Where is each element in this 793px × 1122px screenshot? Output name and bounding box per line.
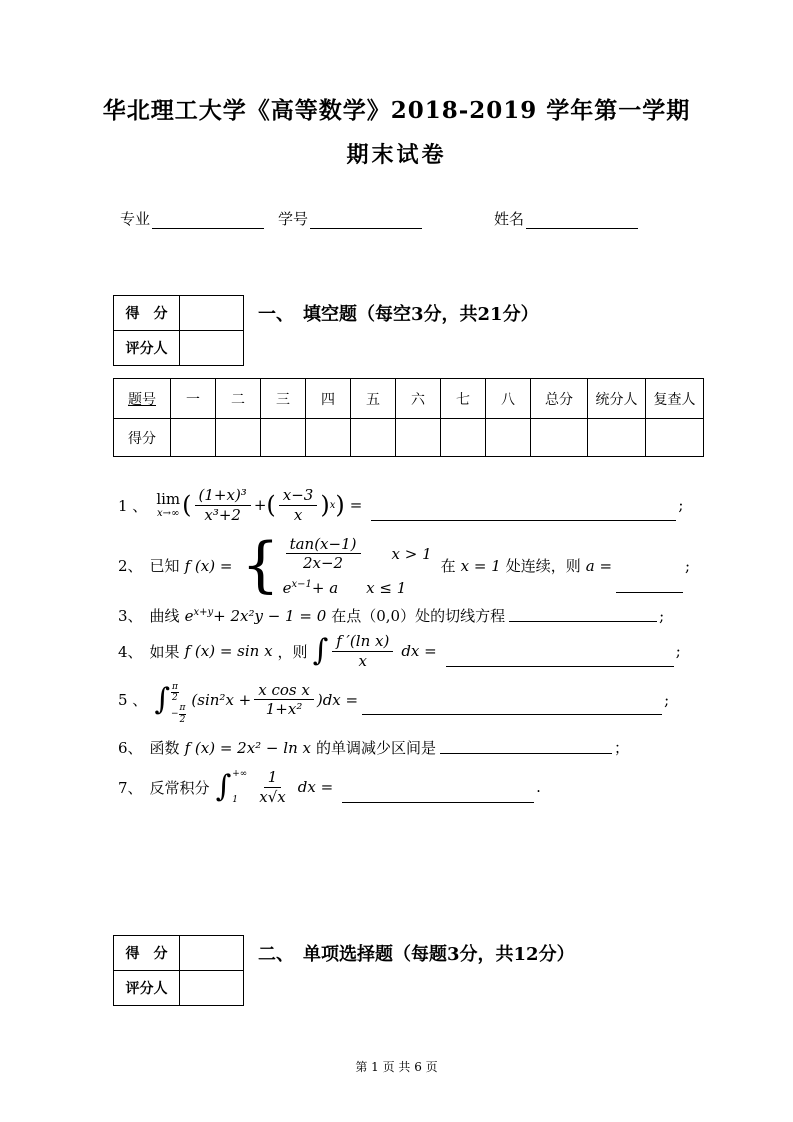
score-empty-cell: [261, 419, 306, 457]
denominator: 2x−2: [302, 554, 344, 573]
table-header-cell: 总分: [531, 379, 588, 419]
score-label: 得 分: [114, 936, 180, 971]
table-score-row: [114, 419, 704, 457]
page-footer: 第 1 页 共 6 页: [355, 1060, 438, 1074]
lower-limit: [171, 703, 186, 725]
table-header-cell: 三: [261, 379, 306, 419]
table-header-cell: 复查人: [646, 379, 704, 419]
piecewise-rows: [283, 535, 432, 598]
name-blank: [526, 213, 638, 229]
equals-sign: =: [349, 496, 363, 515]
math-text: a =: [585, 556, 613, 575]
math-text: dx =: [401, 642, 437, 661]
answer-blank: [446, 651, 674, 667]
minus-sign: −: [170, 709, 179, 720]
score-box-section1: [113, 295, 244, 366]
end-punct: ;: [684, 556, 690, 575]
problem-text: 处连续，则: [505, 557, 581, 576]
numerator: f ′(ln x): [332, 632, 393, 652]
problem-number: 3、: [118, 607, 143, 625]
problem-number: 6、: [118, 739, 143, 757]
problem-number: 7、: [118, 778, 143, 797]
math-text: (sin²x +: [191, 690, 252, 709]
problem-text: 反常积分: [149, 778, 210, 797]
denominator: x√x: [259, 787, 286, 806]
piecewise-function: [241, 530, 432, 601]
open-paren: (: [182, 491, 192, 520]
score-summary-table: [113, 378, 704, 457]
problem-2: [118, 530, 690, 601]
problem-text: 的单调减少区间是: [315, 739, 436, 757]
fraction: [255, 768, 289, 807]
expression-tail: + 2x²y − 1 = 0: [213, 606, 327, 625]
score-empty-cell: [588, 419, 646, 457]
denominator: x: [358, 651, 367, 670]
table-header-cell: 七: [441, 379, 486, 419]
table-header-row: [114, 379, 704, 419]
answer-blank: [342, 787, 534, 803]
grader-value-cell: [180, 331, 244, 366]
integral-sign: ∫: [154, 681, 170, 717]
problem-text: 如果: [149, 642, 180, 661]
student-info-row: [120, 208, 680, 229]
score-empty-cell: [396, 419, 441, 457]
close-paren: ): [320, 491, 330, 520]
score-value-cell: [180, 296, 244, 331]
problem-7: [118, 768, 690, 807]
answer-blank: [616, 577, 683, 593]
score-empty-cell: [441, 419, 486, 457]
score-empty-cell: [216, 419, 261, 457]
major-blank: [152, 213, 264, 229]
denominator: x³+2: [204, 505, 241, 524]
student-id-blank: [310, 213, 422, 229]
problem-3: [118, 605, 690, 626]
upper-limit: +∞: [232, 769, 248, 780]
problem-text: 函数: [149, 739, 180, 757]
fraction: [279, 486, 318, 525]
math-text: f (x) = 2x² − ln x: [184, 738, 311, 757]
table-header-cell: 统分人: [588, 379, 646, 419]
problem-5: [118, 680, 690, 725]
lim-word: lim: [156, 489, 181, 508]
fill-in-blank-problems: [118, 486, 690, 817]
exam-title-line2: 期末试卷: [346, 142, 447, 168]
math-expression: [185, 607, 327, 625]
tiny-fraction: [179, 703, 187, 725]
upper-limit: [171, 682, 186, 704]
table-header-cell: 一: [171, 379, 216, 419]
expression-tail: + a: [311, 579, 339, 597]
end-punct: ;: [675, 642, 681, 661]
limit-operator: [156, 489, 181, 519]
numerator: 1: [264, 768, 282, 788]
score-empty-cell: [486, 419, 531, 457]
problem-6: [118, 737, 690, 758]
score-label: 得 分: [114, 296, 180, 331]
problem-1: [118, 486, 690, 525]
fraction: [195, 486, 251, 525]
denominator: 2: [179, 714, 186, 725]
case-condition: x > 1: [391, 544, 432, 563]
math-text: dx =: [297, 778, 334, 797]
score-value-cell: [180, 936, 244, 971]
tiny-fraction: [171, 682, 179, 704]
lower-limit: 1: [232, 795, 238, 806]
numerator: π: [179, 703, 186, 714]
numerator: tan(x−1): [286, 535, 361, 555]
fraction: [332, 632, 393, 671]
problem-text: ，则: [277, 642, 308, 661]
table-header-cell: [114, 379, 171, 419]
end-punct: ;: [664, 690, 670, 709]
math-text: )dx =: [316, 690, 359, 709]
fraction: [286, 535, 361, 574]
exponent: x: [329, 499, 336, 511]
denominator: 2: [172, 693, 178, 704]
grader-value-cell: [180, 971, 244, 1006]
grader-label: 评分人: [114, 971, 180, 1006]
score-empty-cell: [646, 419, 704, 457]
end-punct: .: [536, 778, 541, 797]
table-header-cell: 六: [396, 379, 441, 419]
integral-limits: [232, 769, 247, 805]
grader-label: 评分人: [114, 331, 180, 366]
problem-number: 1 、: [118, 496, 148, 515]
answer-blank: [509, 606, 657, 622]
table-header-cell: 二: [216, 379, 261, 419]
end-punct: ；: [613, 739, 629, 757]
table-header-cell: 五: [351, 379, 396, 419]
numerator: x−3: [279, 486, 318, 506]
case-condition: x ≤ 1: [366, 579, 407, 597]
table-header-cell: 八: [486, 379, 531, 419]
close-paren: ): [335, 491, 345, 520]
problem-number: 4、: [118, 642, 143, 661]
name-label: 姓名: [494, 210, 525, 228]
answer-blank: [362, 699, 662, 715]
exam-title-line1: 华北理工大学《高等数学》2018-2019 学年第一学期: [102, 97, 691, 124]
table-header-cell: 四: [306, 379, 351, 419]
student-id-label: 学号: [278, 210, 309, 228]
numerator: (1+x)³: [195, 486, 251, 506]
piecewise-case: [283, 535, 432, 574]
problem-text: 在点（0,0）处的切线方程: [331, 607, 506, 625]
denominator: 1+x²: [265, 700, 303, 719]
left-brace: {: [241, 530, 280, 601]
integral-sign: ∫: [312, 633, 329, 669]
problem-number: 2、: [118, 557, 143, 576]
exponent: x−1: [291, 579, 312, 590]
math-text: f (x) = sin x: [184, 642, 273, 661]
denominator: x: [293, 505, 303, 524]
lim-subscript: x→∞: [157, 507, 180, 519]
open-paren: (: [266, 491, 276, 520]
major-label: 专业: [120, 210, 151, 228]
problem-text: 在: [440, 557, 456, 576]
integral-limits: [170, 681, 186, 725]
numerator: π: [171, 681, 178, 692]
end-punct: ;: [659, 606, 665, 625]
problem-text: 已知: [149, 557, 180, 576]
header-tihao: 题号: [128, 391, 156, 408]
score-empty-cell: [171, 419, 216, 457]
math-text: x = 1: [460, 556, 501, 575]
plus-sign: +: [253, 496, 267, 515]
piecewise-case: [283, 579, 432, 597]
section2-heading: 二、 单项选择题（每题3分，共12分）: [258, 944, 575, 965]
answer-blank: [440, 738, 612, 754]
exponent: x+y: [193, 606, 214, 618]
answer-blank: [371, 505, 676, 521]
score-empty-cell: [306, 419, 351, 457]
fraction: [254, 681, 314, 720]
score-row-label: 得分: [114, 419, 171, 457]
score-empty-cell: [531, 419, 588, 457]
score-box-section2: [113, 935, 244, 1006]
base: e: [184, 606, 194, 625]
problem-4: [118, 632, 690, 671]
section1-heading: 一、 填空题（每空3分，共21分）: [258, 304, 539, 325]
problem-text: 曲线: [149, 607, 180, 625]
case-expression: [283, 579, 339, 597]
function-notation: f (x) =: [184, 556, 233, 575]
end-punct: ;: [678, 496, 684, 515]
score-empty-cell: [351, 419, 396, 457]
problem-number: 5 、: [118, 691, 148, 710]
base: e: [282, 579, 292, 597]
numerator: x cos x: [254, 681, 314, 701]
integral-sign: ∫: [215, 769, 232, 805]
